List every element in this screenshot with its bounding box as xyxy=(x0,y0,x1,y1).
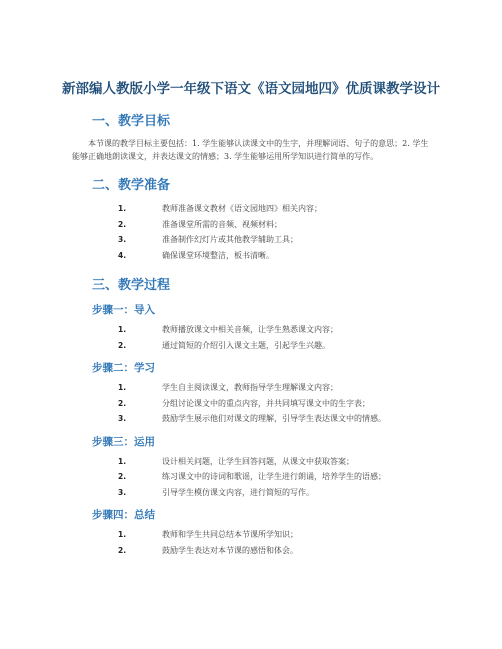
section-heading: 三、教学过程 xyxy=(92,278,171,293)
list-item xyxy=(62,543,440,559)
section-objectives xyxy=(62,113,440,163)
list-number: 1. xyxy=(118,204,127,213)
list-number: 3. xyxy=(118,414,127,423)
list-text: 设计相关问题，让学生回答问题，从课文中获取答案； xyxy=(162,456,354,466)
list-number: 2. xyxy=(118,398,127,408)
list-item xyxy=(62,396,440,412)
list-number: 3. xyxy=(118,487,127,497)
step-heading: 步骤二：学习 xyxy=(92,362,155,374)
step-list xyxy=(62,380,440,427)
list-text: 准备制作幻灯片或其他教学辅助工具； xyxy=(162,235,298,244)
list-text: 准备课堂所需的音频、视频材料； xyxy=(162,219,282,229)
section-heading: 二、教学准备 xyxy=(92,178,171,193)
list-item xyxy=(62,232,440,248)
list-text: 鼓励学生展示他们对课文的理解，引导学生表达课文中的情感。 xyxy=(162,414,386,423)
list-number: 1. xyxy=(118,325,127,334)
list-item xyxy=(62,338,440,354)
objectives-paragraph: 本节课的教学目标主要包括：1. 学生能够认读课文中的生字，并理解词语、句子的意思；2. 学生能够正确地朗读课文，并表达课文的情感；3. 学生能够运用所学知识进行简单的写作。 xyxy=(72,139,429,161)
list-item xyxy=(62,322,440,338)
list-number: 1. xyxy=(118,383,127,392)
list-text: 练习课文中的诗词和歌谣，让学生进行朗诵，培养学生的语感； xyxy=(162,472,386,481)
list-text: 通过简短的介绍引入课文主题，引起学生兴趣。 xyxy=(162,340,330,350)
list-item xyxy=(62,527,440,543)
list-item xyxy=(62,454,440,470)
step-list xyxy=(62,454,440,501)
list-text: 学生自主阅读课文，教师指导学生理解课文内容； xyxy=(162,383,338,392)
list-number: 2. xyxy=(118,472,127,481)
list-number: 1. xyxy=(118,530,127,539)
section-preparation xyxy=(62,177,440,263)
list-text: 教师播放课文中相关音频，让学生熟悉课文内容； xyxy=(162,325,338,334)
list-item xyxy=(62,411,440,427)
list-number: 4. xyxy=(118,250,127,260)
list-item xyxy=(62,469,440,485)
list-number: 3. xyxy=(118,235,127,244)
list-number: 2. xyxy=(118,340,127,350)
step-heading: 步骤一：导入 xyxy=(92,304,155,316)
document-title: 新部编人教版小学一年级下语文《语文园地四》优质课教学设计 xyxy=(62,81,440,97)
list-item xyxy=(62,217,440,233)
list-text: 教师准备课文教材《语文园地四》相关内容； xyxy=(162,204,322,213)
list-text: 引导学生模仿课文内容，进行简短的写作。 xyxy=(162,487,314,497)
list-item xyxy=(62,380,440,396)
list-number: 1. xyxy=(118,456,127,466)
list-item xyxy=(62,201,440,217)
list-item xyxy=(62,248,440,264)
section-heading: 一、教学目标 xyxy=(92,114,171,129)
step-list xyxy=(62,527,440,558)
list-text: 教师和学生共同总结本节课所学知识； xyxy=(162,530,298,539)
list-text: 分组讨论课文中的重点内容，并共同填写课文中的生字表； xyxy=(162,398,370,408)
step-list xyxy=(62,322,440,353)
section-process xyxy=(62,277,440,558)
list-number: 2. xyxy=(118,219,127,229)
list-text: 鼓励学生表达对本节课的感悟和体会。 xyxy=(162,545,298,555)
list-item xyxy=(62,485,440,501)
list-number: 2. xyxy=(118,545,127,555)
preparation-list xyxy=(62,201,440,263)
step-heading: 步骤四：总结 xyxy=(92,509,155,521)
step-heading: 步骤三：运用 xyxy=(92,435,155,448)
list-text: 确保课堂环境整洁，板书清晰。 xyxy=(162,250,274,260)
